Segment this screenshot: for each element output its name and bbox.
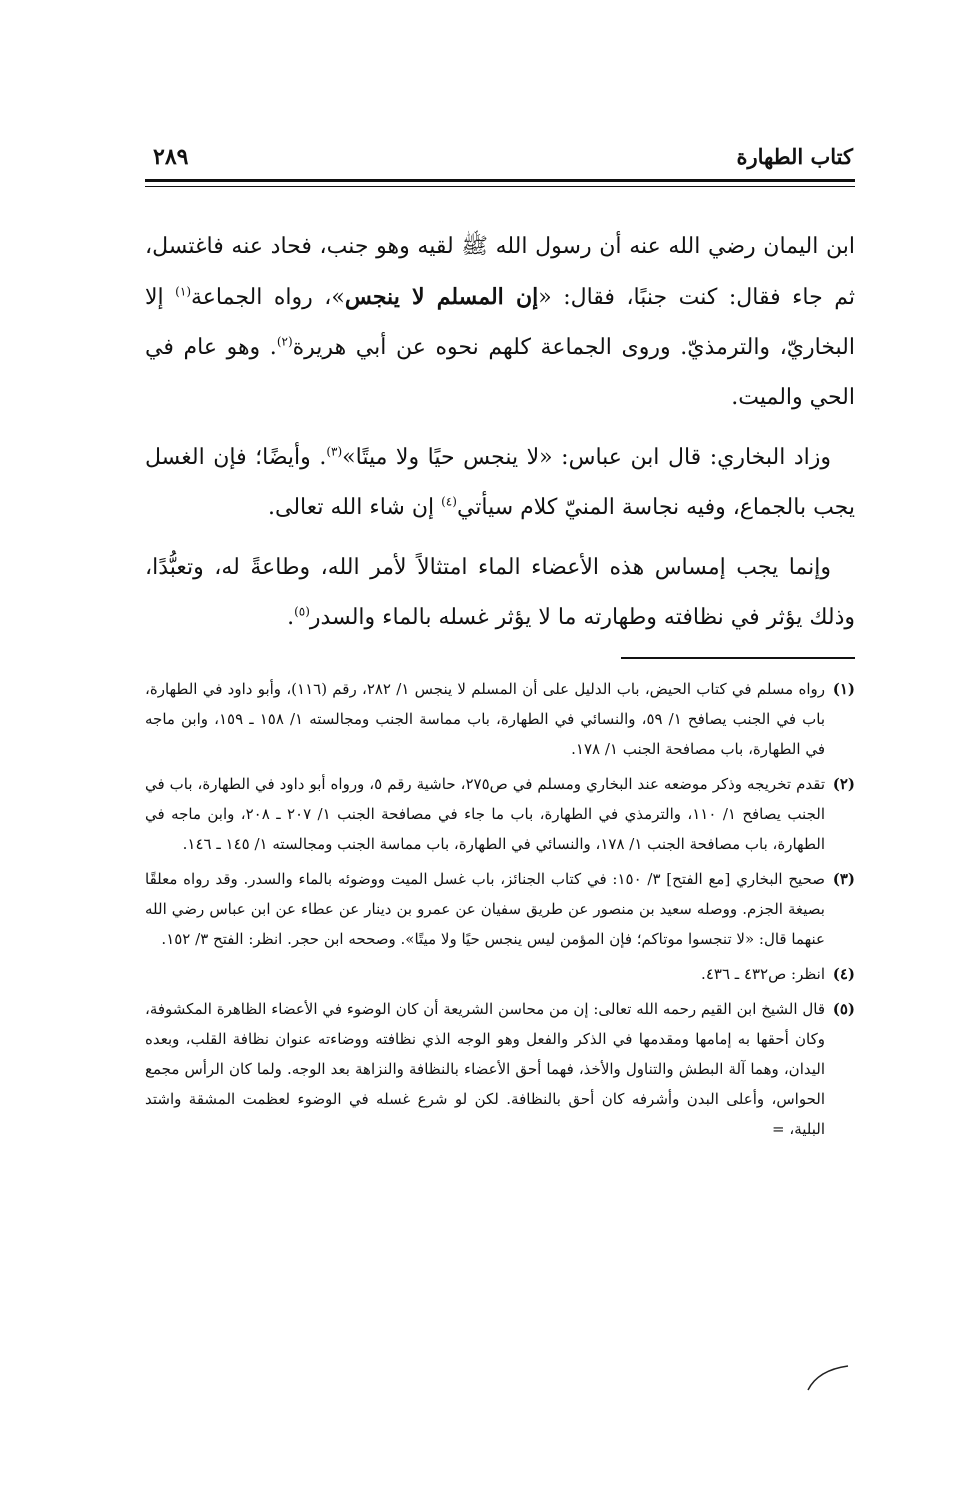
page-header xyxy=(145,142,855,178)
main-text xyxy=(145,222,855,653)
footnote-text: رواه مسلم في كتاب الحيض، باب الدليل على أن المسلم لا ينجس ١/ ٢٨٢، رقم (١١٦)، وأبو داود في الطهارة، باب في الجنب يصافح ١/ ٥٩، والنسائي في الطهارة، باب مماسة الجنب ومجالسته ١/ ١٥٨ ـ ١٥٩، وابن ماجه في الطهارة، باب مصافحة الجنب ١/ ١٧٨. xyxy=(145,680,825,758)
footnote-number: (٥) xyxy=(832,1000,855,1018)
footnote-ref-3: (٣) xyxy=(326,444,343,459)
page-number: ٢٨٩ xyxy=(153,144,189,170)
footnote xyxy=(145,994,855,1144)
hadith-quote: إن المسلم لا ينجس xyxy=(344,284,539,310)
pencil-mark xyxy=(806,1364,850,1392)
footnote-text: تقدم تخريجه وذكر موضعه عند البخاري ومسلم في ص٢٧٥، حاشية رقم ٥، ورواه أبو داود في الطهارة، باب في الجنب يصافح ١/ ١١٠، والترمذي في الطهارة، باب ما جاء في مصافحة الجنب ١/ ٢٠٧ ـ ٢٠٨، وابن ماجه في الطهارة، باب مصافحة الجنب ١/ ١٧٨، والنسائي في الطهارة، باب مماسة الجنب ومجالسته ١/ ١٤٥ ـ ١٤٦. xyxy=(145,775,826,853)
book-page xyxy=(145,0,855,1489)
footnote xyxy=(145,674,855,764)
footnote-ref-2: (٢) xyxy=(276,334,293,349)
header-rule-thick xyxy=(145,179,855,182)
paragraph-2: وزاد البخاري: قال ابن عباس: «لا ينجس حيًا ولا ميتًا»$^{(٣)}$. وأيضًا؛ فإن الغسل يجب بالجماع، وفيه نجاسة المنيّ كلام سيأتي$^{(٤)}$ إن شاء الله تعالى. xyxy=(145,444,855,520)
footnote xyxy=(145,769,855,859)
footnote-ref-1: (١) xyxy=(175,284,191,299)
footnote xyxy=(145,864,855,954)
paragraph-1: ابن اليمان رضي الله عنه أن رسول الله ﷺ لقيه وهو جنب، فحاد عنه فاغتسل، ثم جاء فقال: كنت جنبًا، فقال: «إن المسلم لا ينجس»، رواه الجماعة$^{(١)}$ إلا البخاريّ، والترمذيّ. وروى الجماعة كلهم نحوه عن أبي هريرة$^{(٢)}$. وهو عام في الحي والميت. xyxy=(145,234,856,410)
footnotes xyxy=(145,674,855,1149)
footnote-number: (١) xyxy=(832,680,855,698)
footnote-number: (٣) xyxy=(832,870,855,888)
header-rule-thin xyxy=(145,186,855,187)
footnote-number: (٤) xyxy=(832,965,855,983)
footnote-text: صحيح البخاري [مع الفتح] ٣/ ١٥٠: في كتاب الجنائز، باب غسل الميت ووضوئه بالماء والسدر. وقد رواه معلقًا بصيغة الجزم. ووصله سعيد بن منصور عن طريق سفيان عن عمرو بن دينار عن عطاء عن ابن عباس رضي الله عنهما قال: «لا تنجسوا موتاكم؛ فإن المؤمن ليس ينجس حيًا ولا ميتًا». وصححه ابن حجر. انظر: الفتح ٣/ ١٥٢. xyxy=(145,870,825,948)
running-title: كتاب الطهارة xyxy=(736,144,853,169)
footnote-ref-4: (٤) xyxy=(441,494,457,509)
footnote-separator xyxy=(621,657,855,659)
footnote xyxy=(145,959,855,989)
footnote-ref-5: (٥) xyxy=(294,604,310,619)
footnote-text: قال الشيخ ابن القيم رحمه الله تعالى: إن من محاسن الشريعة أن كان الوضوء في الأعضاء الظاهرة المكشوفة، وكان أحقها به إمامها ومقدمها في الذكر والفعل وهو الوجه الذي نظافته ووضاءته عنوان نظافة القلب، وبعده اليدان، وهما آلة البطش والتناول والأخذ، فهما أحق الأعضاء بالنظافة والنزاهة بعد الوجه. ولما كان الرأس مجمع الحواس، وأعلى البدن وأشرفه كان أحق بالنظافة. لكن لو شرع غسله في الوضوء لعظمت المشقة واشتد البلية، = xyxy=(145,1000,825,1138)
footnote-number: (٢) xyxy=(832,775,855,793)
footnote-text: انظر: ص٤٣٢ ـ ٤٣٦. xyxy=(701,965,825,983)
paragraph-3: وإنما يجب إمساس هذه الأعضاء الماء امتثالاً لأمر الله، وطاعةً له، وتعبُّدًا، وذلك يؤثر في نظافته وطهارته ما لا يؤثر غسله بالماء والسدر$^{(٥)}$. xyxy=(145,555,855,630)
